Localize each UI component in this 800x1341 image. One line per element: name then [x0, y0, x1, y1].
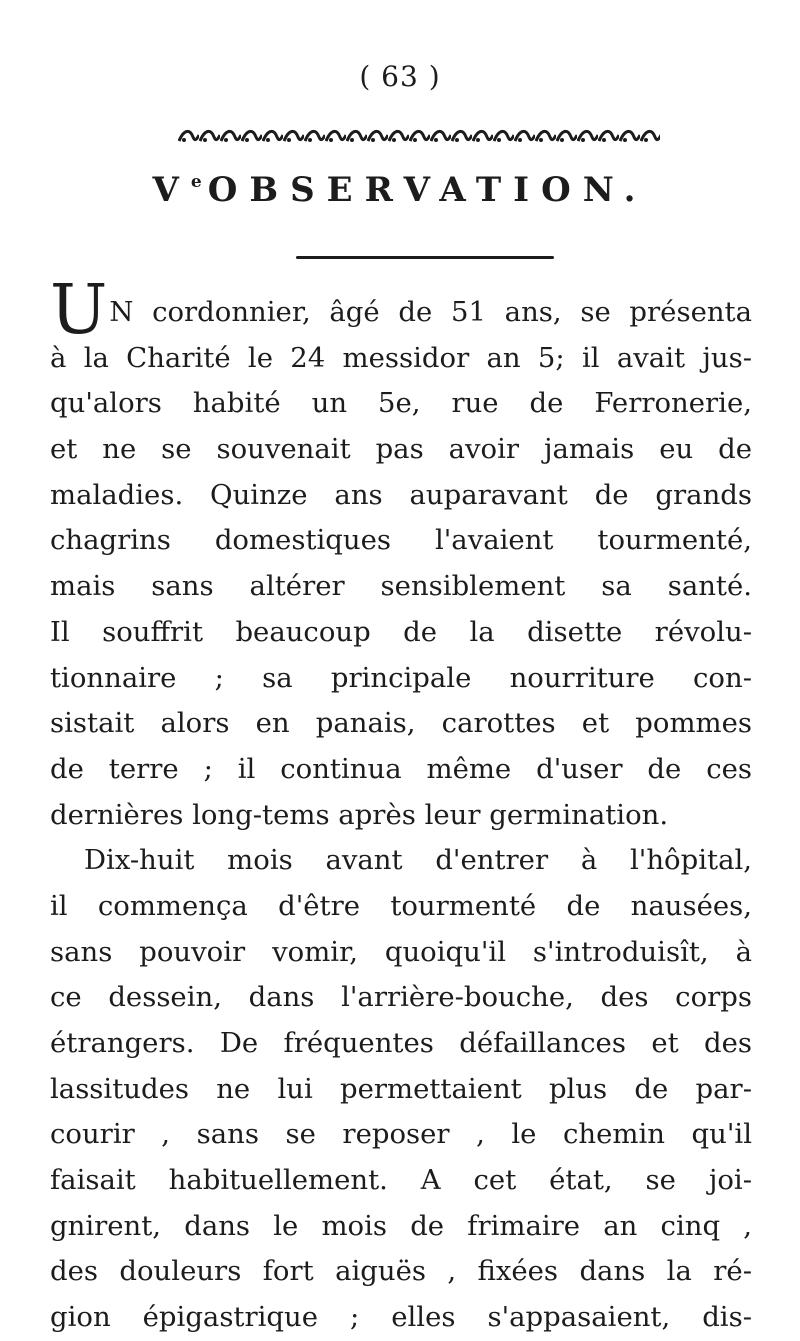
text-line: tionnaire ; sa principale nourriture con-	[50, 661, 752, 694]
text-line: maladies. Quinze ans auparavant de grands	[50, 478, 752, 511]
text-line: lassitudes ne lui permettaient plus de par-	[50, 1072, 752, 1105]
drop-cap: U	[50, 271, 108, 350]
text-line: gion épigastrique ; elles s'appasaient, dis-	[50, 1301, 752, 1334]
text-line: et ne se souvenait pas avoir jamais eu de	[50, 433, 752, 466]
ornament-rule-icon	[178, 127, 660, 147]
text-line: à la Charité le 24 messidor an 5; il avait jus-	[50, 341, 752, 374]
text-line: il commença d'être tourmenté de nausées,	[50, 889, 752, 922]
text-line: faisait habituellement. A cet état, se joi-	[50, 1164, 752, 1197]
heading-rule	[296, 256, 554, 259]
text-line: qu'alors habité un 5e, rue de Ferronerie,	[50, 387, 752, 420]
text-line: Dix-huit mois avant d'entrer à l'hôpital,	[84, 844, 752, 877]
section-heading	[0, 170, 800, 210]
text-line: ce dessein, dans l'arrière-bouche, des corps	[50, 981, 752, 1014]
text-line: dernières long-tems après leur germination.	[50, 798, 669, 831]
body-text	[50, 271, 752, 1341]
text-line: courir , sans se reposer , le chemin qu'il	[50, 1118, 752, 1151]
heading-numeral-suffix: e	[190, 172, 202, 192]
text-line: gnirent, dans le mois de frimaire an cinq ,	[50, 1209, 752, 1242]
heading-numeral: V	[152, 170, 191, 210]
heading-title: OBSERVATION.	[207, 170, 648, 210]
text-line: UN cordonnier, âgé de 51 ans, se présenta	[50, 271, 752, 350]
text-line: étrangers. De fréquentes défaillances et des	[50, 1027, 752, 1059]
text-line: sans pouvoir vomir, quoiqu'il s'introduisît, à	[50, 935, 752, 968]
text-line: Il souffrit beaucoup de la disette révolu-	[50, 615, 752, 648]
page-number: ( 63 )	[359, 60, 441, 93]
text-line: mais sans altérer sensiblement sa santé.	[50, 570, 752, 603]
text-line: sistait alors en panais, carottes et pommes	[50, 707, 752, 740]
text-line: de terre ; il continua même d'user de ces	[50, 752, 752, 785]
text-line: des douleurs fort aiguës , fixées dans la ré-	[50, 1255, 752, 1288]
text-line: chagrins domestiques l'avaient tourmenté,	[50, 524, 752, 557]
